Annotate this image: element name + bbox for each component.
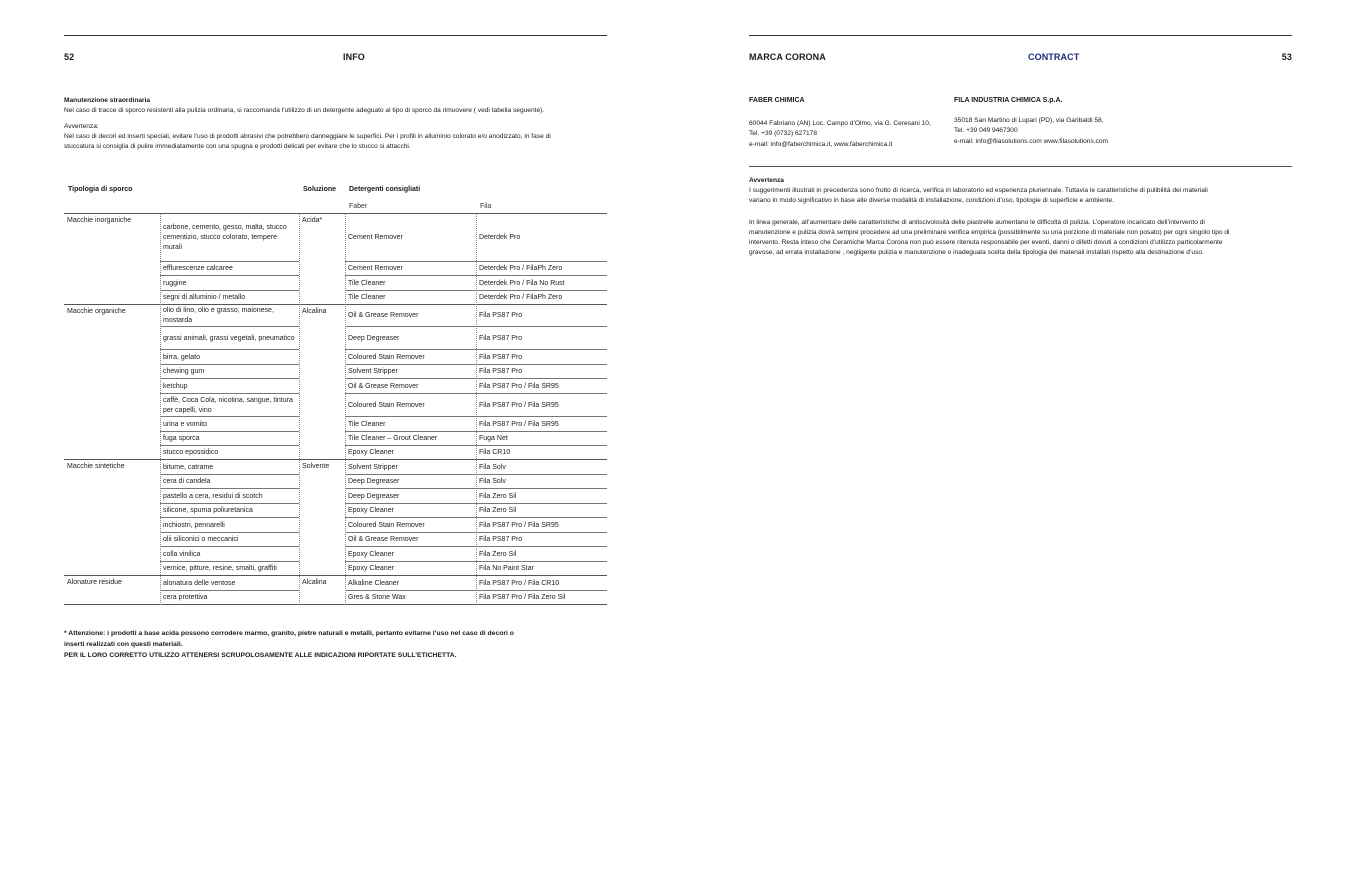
table-header [64, 180, 607, 200]
table-cell-faber: Coloured Stain Remover [348, 521, 425, 529]
header-fila: Fila [480, 203, 492, 210]
table-cell-stain: efflurescenze calcaree [163, 265, 233, 272]
table-cell-faber: Epoxy Cleaner [348, 550, 394, 558]
table-cell-stain: cera di candela [163, 478, 211, 485]
table-cell-fila: Fila PS87 Pro [479, 353, 523, 361]
contact-fila-tel: Tel. +39 049 9467300 [954, 127, 1018, 134]
footnote-line3: PER IL LORO CORRETTO UTILIZZO ATTENERSI SCRUPOLOSAMENTE ALLE INDICAZIONI RIPORTATE SULL’ETICHETTA. [64, 652, 457, 659]
table-cell-stain: caffè, Coca Cola, nicotina, sangue, tintura per capelli, vino [163, 396, 293, 414]
footnote-line1: * Attenzione: i prodotti a base acida possono corrodere marmo, granito, pietre naturali e metalli, pertanto evitarne l’uso nel caso di decori o [64, 630, 514, 637]
table-cell-fila: Fila PS87 Pro / Fila CR10 [479, 579, 560, 587]
table-cell-stain: pastello a cera, residui di scotch [163, 492, 263, 500]
table-cell-faber: Solvent Stripper [348, 463, 398, 471]
table-subheader [64, 200, 607, 214]
warning-p2-line2: manutenzione e pulizia dovrà sempre procedere ad una preliminare verifica empirica (possibilmente su una porzione di materiale non posato) per ogni singolo tipo di [749, 229, 1230, 236]
page-number-right: 53 [1281, 52, 1292, 62]
table-cell-stain: grassi animali, grassi vegetali, pneumatico [163, 334, 295, 342]
warning-text-line2: stuccatura si consiglia di pulire immediatamente con una spugna e prodotti delicati per evitare che lo stucco si attacchi. [64, 143, 411, 150]
right-page [749, 0, 1292, 881]
header-type: Tipologia di sporco [68, 186, 133, 193]
table-cell-stain: olii siliconici o meccanici [163, 536, 239, 543]
warning-heading: Avvertenza [749, 177, 784, 184]
contact-faber [749, 96, 931, 150]
table-cell-fila: Deterdek Pro [479, 234, 521, 241]
page-number-left: 52 [64, 52, 75, 62]
table-cell-fila: Fila Zero Sil [479, 492, 517, 500]
contact-fila-email[interactable]: e-mail: info@filasolutions.com www.filasolutions.com [954, 137, 1109, 145]
table-cell-fila: Fila CR10 [479, 449, 511, 456]
table-cell-type: Alonature residue [67, 579, 122, 586]
table-cell-type: Macchie organiche [67, 308, 126, 315]
warning-p1-line1: I suggerimenti illustrati in precedenza sono frutto di ricerca, verifica in laboratorio ed esperienza pluriennale. Tuttavia le caratteristiche di pulibilità dei materiali [749, 187, 1208, 194]
header-detergents: Detergenti consigliati [349, 186, 421, 193]
contact-fila [954, 96, 1108, 147]
table-cell-fila: Fila No Paint Star [479, 565, 534, 572]
table-cell-type: Macchie sintetiche [67, 463, 125, 470]
group-rule [64, 604, 607, 605]
table-cell-stain: inchiostri, pennarelli [163, 521, 225, 529]
table-cell-fila: Fila Zero Sil [479, 550, 517, 558]
table-cell-fila: Fila PS87 Pro [479, 334, 523, 342]
table-cell-fila: Deterdek Pro / FilaPh Zero [479, 265, 563, 272]
maintenance-section [64, 96, 607, 152]
footnote [64, 628, 607, 661]
contact-faber-name: FABER CHIMICA [749, 97, 805, 104]
table-cell-fila: Deterdek Pro / FilaPh Zero [479, 294, 563, 301]
warning-p2-line3: intervento. Resta inteso che Ceramiche Marca Corona non può essere ritenuta responsabile per eventi, danni o difetti dovuti a condizioni d’utilizzo particolarmente [749, 239, 1223, 246]
table-cell-faber: Tile Cleaner – Grout Cleaner [348, 435, 438, 442]
table-cell-faber: Epoxy Cleaner [348, 507, 394, 514]
section-title-contract: CONTRACT [1028, 52, 1080, 62]
warning-text-line1: Nel caso di decori ed inserti speciali, evitare l’uso di prodotti abrasivi che potrebbero danneggiare le superfici. Per i profili in alluminio colorato e/o anodizzato, in fase di [64, 133, 551, 140]
top-rule [64, 35, 607, 36]
table-cell-faber: Coloured Stain Remover [348, 353, 425, 361]
table-cell-stain: chewing gum [163, 368, 205, 375]
table-cell-type: Macchie inorganiche [67, 217, 132, 224]
table-cell-solution: Alcalina [302, 308, 327, 315]
table-cell-stain: fuga sporca [163, 435, 200, 442]
table-cell-stain: urina e vomito [163, 420, 207, 428]
table-cell-stain: carbone, cemento, gesso, malta, stucco cementizio, stucco colorato, tempere murali [163, 224, 287, 251]
table-cell-faber: Deep Degreaser [348, 478, 400, 485]
warning-p2-line4: gravose, ad errata installazione , negligente pulizia e manutenzione o inadeguata scelta della tipologia dei materiali installati rispetto alla destinazione d’uso. [749, 249, 1204, 256]
table-cell-fila: Fila PS87 Pro [479, 312, 523, 319]
table-cell-stain: ruggine [163, 279, 187, 287]
table-cell-fila: Fuga Net [479, 435, 508, 442]
contact-fila-address: 35018 San Martino di Lupari (PD), via Garibaldi 58, [954, 116, 1104, 124]
table-cell-faber: Oil & Grease Remover [348, 382, 419, 390]
table-cell-stain: alonatura delle ventose [163, 579, 236, 587]
table-cell-stain: silicone, spuma poliuretanica [163, 507, 253, 514]
table-cell-faber: Tile Cleaner [348, 420, 386, 428]
contact-faber-address: 60044 Fabriano (AN) Loc. Campo d’Olmo, via G. Ceresani 10, [749, 119, 931, 127]
contact-faber-email[interactable]: e-mail: info@faberchimica.it, www.faberchimica.it [749, 140, 893, 148]
table-cell-faber: Deep Degreaser [348, 492, 400, 500]
top-rule [749, 35, 1292, 36]
maintenance-heading: Manutenzione straordinaria [64, 97, 151, 104]
table-cell-faber: Cement Remover [348, 234, 403, 241]
maintenance-text: Nel caso di tracce di sporco resistenti alla pulizia ordinaria, si raccomanda l’utilizzo di un detergente adeguato al tipo di sporco da rimuovere ( vedi tabella seguente). [64, 107, 545, 114]
section-divider [749, 166, 1292, 167]
table-cell-fila: Fila PS87 Pro / Fila SR95 [479, 420, 559, 428]
contact-fila-name: FILA INDUSTRIA CHIMICA S.p.A. [954, 97, 1063, 104]
table-cell-faber: Cement Remover [348, 265, 403, 272]
header-faber: Faber [349, 203, 368, 210]
table-cell-faber: Epoxy Cleaner [348, 449, 394, 456]
table-cell-stain: cera protettiva [163, 594, 208, 601]
column-divider [476, 214, 477, 605]
table-cell-fila: Fila PS87 Pro [479, 368, 523, 375]
table-cell-faber: Gres & Stone Wax [348, 594, 406, 601]
table-cell-faber: Oil & Grease Remover [348, 312, 419, 319]
table-cell-stain: bitume, catrame [163, 463, 214, 471]
table-cell-faber: Alkaline Cleaner [348, 579, 399, 587]
table-cell-fila: Fila PS87 Pro [479, 536, 523, 543]
table-cell-stain: ketchup [163, 382, 188, 390]
warning-p2-line1: In linea generale, all’aumentare delle caratteristiche di antiscivolosità delle piastrelle aumentano le difficoltà di pulizia. L’operatore incaricato dell’intervento di [749, 219, 1205, 226]
table-cell-stain: colla vinilica [163, 550, 201, 558]
table-cell-fila: Fila Solv [479, 478, 506, 485]
table-cell-faber: Tile Cleaner [348, 294, 386, 301]
warning-label: Avvertenza: [64, 123, 99, 130]
table-cell-fila: Deterdek Pro / Fila No Rust [479, 279, 565, 287]
contact-faber-tel: Tel. +39 (0732) 627178 [749, 130, 818, 137]
table-cell-faber: Deep Degreaser [348, 334, 400, 342]
column-divider [345, 214, 346, 605]
left-page [64, 0, 607, 881]
header-solution: Soluzione [303, 186, 337, 193]
table-cell-solution: Solvente [302, 463, 330, 470]
table-cell-fila: Fila Solv [479, 463, 506, 471]
column-divider [299, 214, 300, 605]
table-cell-faber: Oil & Grease Remover [348, 536, 419, 543]
warning-section [749, 176, 1292, 258]
table-cell-faber: Epoxy Cleaner [348, 565, 394, 572]
table-cell-stain: birra, gelato [163, 353, 200, 361]
table-cell-fila: Fila PS87 Pro / Fila SR95 [479, 401, 559, 409]
column-divider [160, 214, 161, 605]
table-cell-faber: Tile Cleaner [348, 279, 386, 287]
table-cell-solution: Alcalina [302, 579, 327, 586]
table-cell-faber: Coloured Stain Remover [348, 401, 425, 409]
table-cell-stain: segni di alluminio / metallo [163, 294, 246, 301]
table-cell-solution: Acida* [302, 217, 323, 224]
table-cell-stain: stucco epossidico [163, 449, 219, 456]
table-cell-fila: Fila Zero Sil [479, 507, 517, 514]
table-cell-fila: Fila PS87 Pro / Fila SR95 [479, 382, 559, 390]
warning-p1-line2: variano in modo significativo in base alle diverse modalità di installazione, condizioni d’uso, tipologie di superficie e ambiente. [749, 197, 1115, 204]
table-cell-faber: Solvent Stripper [348, 368, 398, 375]
brand-name: MARCA CORONA [749, 52, 826, 62]
footnote-line2: inserti realizzati con questi materiali. [64, 641, 183, 648]
table-cell-fila: Fila PS87 Pro / Fila Zero Sil [479, 594, 566, 601]
section-title-info: INFO [343, 52, 365, 62]
table-cell-stain: olio di lino, olio e grasso, maionese, mostarda [163, 307, 274, 324]
table-cell-fila: Fila PS87 Pro / Fila SR95 [479, 521, 559, 529]
table-cell-stain: vernice, pitture, resine, smalti, graffiti [163, 565, 277, 572]
